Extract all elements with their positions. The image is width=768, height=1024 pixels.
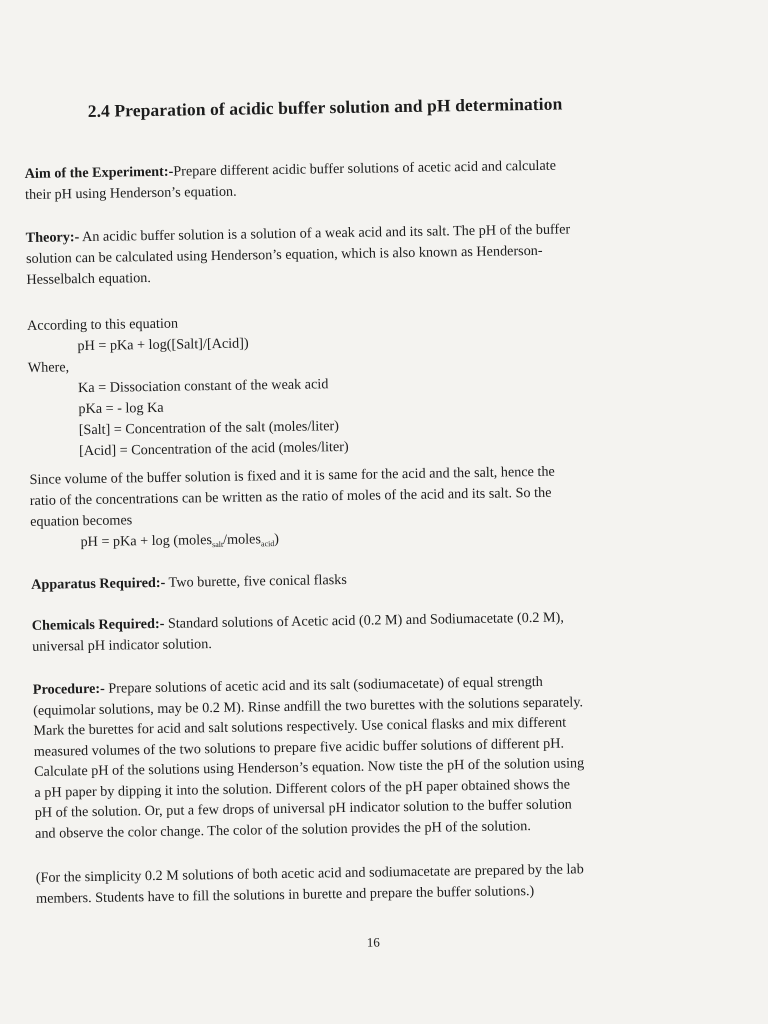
apparatus-text: Two burette, five conical flasks xyxy=(165,571,347,591)
note-text-1: (For the simplicity 0.2 M solutions of both acetic acid and sodiumacetate are prepared by the lab xyxy=(35,861,584,886)
procedure-text-5: Calculate pH of the solutions using Henderson’s equation. Now tiste the pH of the solution using xyxy=(34,755,585,780)
theory-text-1: An acidic buffer solution is a solution of a weak acid and its salt. The pH of the buffer xyxy=(79,221,571,246)
theory-label: Theory:- xyxy=(25,229,80,246)
definition-salt: [Salt] = Concentration of the salt (moles/liter) xyxy=(78,418,340,439)
chemicals-label: Chemicals Required:- xyxy=(31,615,165,634)
aim-paragraph xyxy=(25,154,678,206)
procedure-text-1: Prepare solutions of acetic acid and its salt (sodiumacetate) of equal strength xyxy=(104,673,543,697)
chemicals-paragraph xyxy=(32,606,685,658)
equation-block xyxy=(27,306,681,463)
procedure-text-4: measured volumes of the two solutions to prepare five acidic buffer solutions of different pH. xyxy=(33,735,565,760)
since-text-2: ratio of the concentrations can be written as the ratio of moles of the acid and its salt. So the xyxy=(29,484,552,509)
aim-label: Aim of the Experiment:- xyxy=(24,163,174,182)
note-text-2: members. Students have to fill the solutions in burette and prepare the buffer solutions.) xyxy=(35,883,535,907)
procedure-text-8: and observe the color change. The color of the solution provides the pH of the solution. xyxy=(34,817,531,842)
procedure-text-2: (equimolar solutions, may be 0.2 M). Rinse andfill the two burettes with the solutions separately. xyxy=(33,693,584,719)
since-text-1: Since volume of the buffer solution is fixed and it is same for the acid and the salt, hence the xyxy=(29,463,555,488)
equation-where: Where, xyxy=(27,359,70,376)
definition-ka: Ka = Dissociation constant of the weak acid xyxy=(77,376,329,397)
procedure-label: Procedure:- xyxy=(32,680,105,698)
page-number: 16 xyxy=(366,934,380,950)
aim-text-1: Prepare different acidic buffer solutions of acetic acid and calculate xyxy=(173,157,557,180)
theory-text-2: solution can be calculated using Henderson’s equation, which is also known as Henderson- xyxy=(25,242,543,267)
definition-acid: [Acid] = Concentration of the acid (moles/liter) xyxy=(78,438,349,460)
note-paragraph xyxy=(36,858,689,910)
equation-intro: According to this equation xyxy=(26,315,179,334)
definition-pka: pKa = - log Ka xyxy=(78,399,164,418)
page-content xyxy=(22,0,698,1024)
apparatus-paragraph xyxy=(31,565,683,596)
theory-paragraph xyxy=(26,218,679,291)
aim-text-2: their pH using Henderson’s equation. xyxy=(24,183,237,203)
moles-formula: pH = pKa + log (moles$_{salt}$/moles$_{acid}$) xyxy=(80,531,280,551)
since-text-3: equation becomes xyxy=(30,512,133,530)
procedure-text-7: pH of the solution. Or, put a few drops of universal pH indicator solution to the buffer solution xyxy=(34,796,572,821)
since-paragraph xyxy=(29,460,682,558)
equation-formula: pH = pKa + log([Salt]/[Acid]) xyxy=(77,335,249,355)
chemicals-text-2: universal pH indicator solution. xyxy=(32,636,212,655)
apparatus-label: Apparatus Required:- xyxy=(31,574,166,593)
theory-text-3: Hesselbalch equation. xyxy=(26,270,152,288)
procedure-paragraph xyxy=(33,670,687,844)
section-title: 2.4 Preparation of acidic buffer solution and pH determination xyxy=(87,93,563,121)
procedure-text-3: Mark the burettes for acid and salt solutions respectively. Use conical flasks and mix different xyxy=(33,714,567,739)
procedure-text-6: a pH paper by dipping it into the solution. Different colors of the pH paper obtained shows the xyxy=(34,775,571,801)
chemicals-text-1: Standard solutions of Acetic acid (0.2 M) and Sodiumacetate (0.2 M), xyxy=(164,609,564,632)
